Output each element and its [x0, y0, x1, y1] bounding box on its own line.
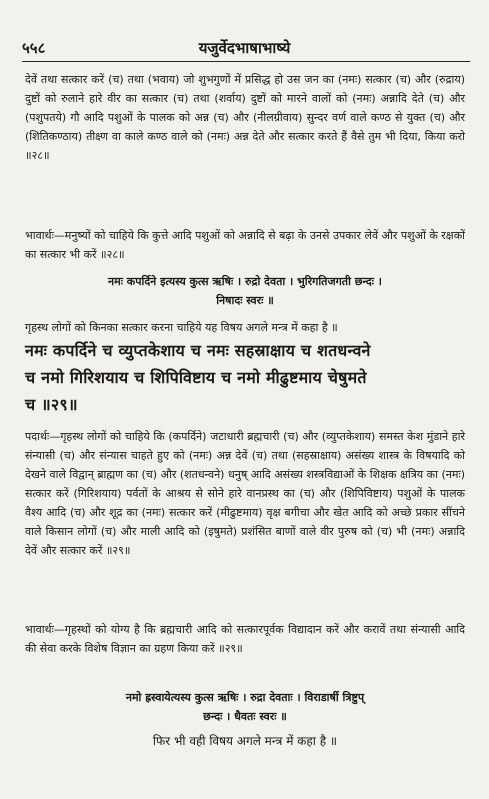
next-mantra-meta-line1: नमो ह्रस्वायेत्यस्य कुत्स ऋषिः । रुद्रा देवताः । विराडार्षी त्रिष्टुप्	[125, 691, 365, 704]
paragraph-intro-30: फिर भी वही विषय अगले मन्त्र में कहा है ॥	[152, 734, 338, 748]
mantra-meta-line2: निषादः स्वरः ॥	[216, 294, 274, 307]
header-rule	[22, 61, 470, 62]
mantra-29-line3: च ॥२९॥	[25, 395, 78, 414]
paragraph-bhavartha-29: भावार्थः—गृहस्थों को योग्य है कि ब्रह्मचारी आदि को सत्कारपूर्वक विद्यादान करें और करावें तथा संन्यासी आदि की सेवा करके विशेष विज्ञान का ग्रहण किया करें ॥२९॥	[25, 623, 465, 655]
paragraph-intro-29: गृहस्थ लोगों को किनका सत्कार करना चाहिये यह विषय अगले मन्त्र में कहा है ॥	[25, 321, 338, 334]
page-header	[0, 38, 489, 60]
mantra-meta-line1: नमः कपर्दिने इत्यस्य कुत्स ऋषिः । रुद्रो देवता । भुरिगतिजगती छन्दः ।	[108, 275, 382, 288]
paragraph-commentary-28: देवें तथा सत्कार करें (च) तथा (भवाय) जो शुभगुणों में प्रसिद्ध हो उस जन का (नमः) सत्कार (च) और (रुद्राय) दुष्टों को रुलाने हारे वीर का सत्कार (च) तथा (शर्वाय) दुष्टों को मारने वालों को (नमः) अन्नादि देते (च) और (पशुपतये) गौ आदि पशुओं के पालक को अन्न (च) और (नीलग्रीवाय) सुन्दर वर्ण वाले कण्ठ से युक्त (च) और (शितिकण्ठाय) तीक्ष्ण वा काले कण्ठ वाले को (नमः) अन्न देते और सत्कार करते हैं वैसे तुम भी दिया, किया करो ॥२८॥	[25, 73, 465, 162]
page-number: ५५८	[22, 39, 46, 57]
next-mantra-meta-line2: छन्दः । धैवतः स्वरः ॥	[203, 710, 287, 723]
mantra-29-line2: च नमो गिरिशयाय च शिपिविष्टाय च नमो मीढुष्टमाय चेषुमते	[25, 368, 367, 387]
paragraph-padartha-29: पदार्थः—गृहस्थ लोगों को चाहिये कि (कपर्दिने) जटाधारी ब्रह्मचारी (च) और (व्युप्तकेशाय) समस्त केश मुंडाने हारे संन्यासी (च) और संन्यास चाहते हुए को (नमः) अन्न देवें (च) तथा (सहस्राक्षाय) असंख्य शास्त्र के विषयादि को देखने वाले विद्वान् ब्राह्मण का (च) और (शतधन्वने) धनुष् आदि असंख्य शस्त्रविद्याओं के शिक्षक क्षत्रिय का (नमः) सत्कार करें (गिरिशयाय) पर्वतों के आश्रय से सोने हारे वानप्रस्थ का (च) और (शिपिविष्टाय) पशुओं के पालक वैश्य आदि (च) और शूद्र का (नमः) सत्कार करें (मीढुष्टमाय) वृक्ष बगीचा और खेत आदि को अच्छे प्रकार सींचने वाले किसान लोगों (च) और माली आदि को (इषुमते) प्रशंसित बाणों वाले वीर पुरुष को (च) भी (नमः) अन्नादि देवें और सत्कार करें ॥२९॥	[25, 430, 465, 557]
mantra-29-line1: नमः कपर्दिने च व्युप्तकेशाय च नमः सहस्राक्षाय च शतधन्वने	[25, 341, 371, 360]
running-title: यजुर्वेदभाषाभाष्ये	[198, 39, 291, 57]
paragraph-bhavartha-28: भावार्थः—मनुष्यों को चाहिये कि कुत्ते आदि पशुओं को अन्नादि से बढ़ा के उनसे उपकार लेवें और पशुओं के रक्षकों का सत्कार भी करें ॥२८॥	[25, 229, 465, 261]
